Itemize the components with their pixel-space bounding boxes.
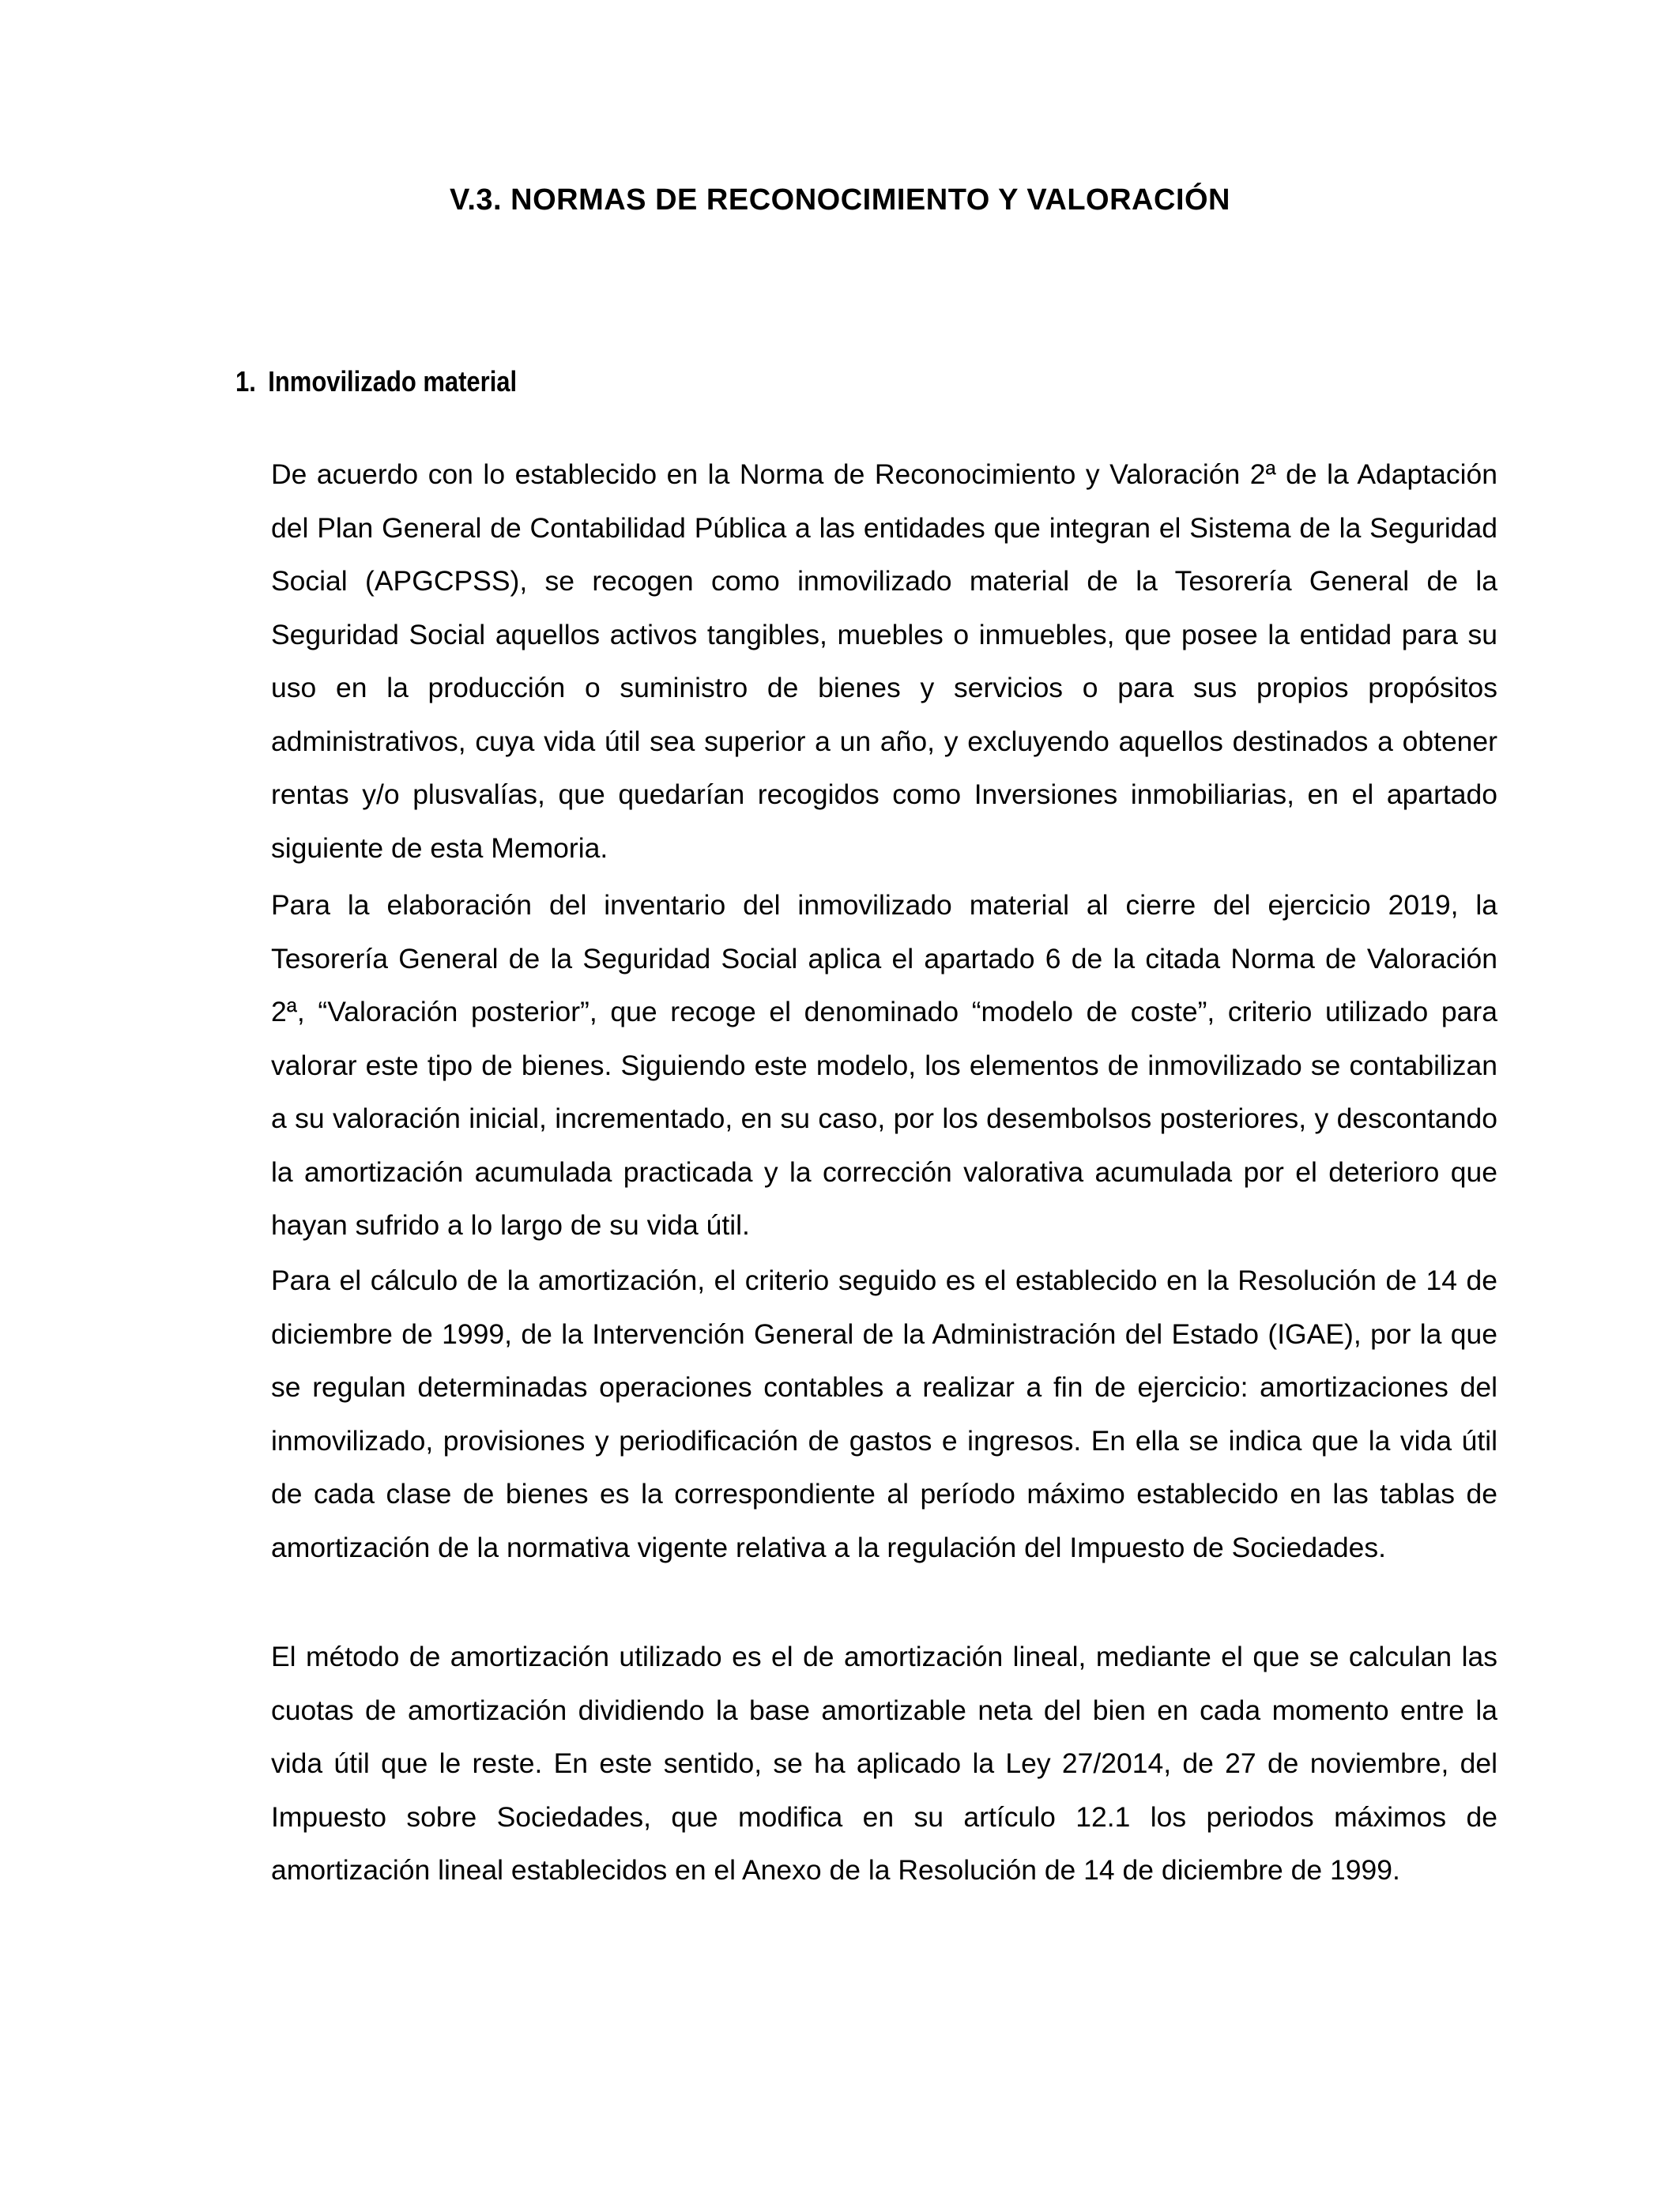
section-number: 1. — [235, 365, 256, 398]
paragraph-2: Para la elaboración del inventario del inmovilizado material al cierre del ejercicio 2019, la Tesorería General de la Seguridad Social aplica el apartado 6 de la citada Norma de Valoración 2ª, “Valoración posterior”, que recoge el denominado “modelo de coste”, criterio utilizado para valorar este tipo de bienes. Siguiendo este modelo, los elementos de inmovilizado se contabilizan a su valoración inicial, incrementado, en su caso, por los desembolsos posteriores, y descontando la amortización acumulada practicada y la corrección valorativa acumulada por el deterioro que hayan sufrido a lo largo de su vida útil. — [271, 889, 1497, 1241]
document-title: V.3. NORMAS DE RECONOCIMIENTO Y VALORACIÓN — [449, 183, 1231, 217]
section-heading — [235, 365, 517, 398]
paragraph-3: Para el cálculo de la amortización, el criterio seguido es el establecido en la Resolución de 14 de diciembre de 1999, de la Intervención General de la Administración del Estado (IGAE), por la que se regulan determinadas operaciones contables a realizar a fin de ejercicio: amortizaciones del inmovilizado, provisiones y periodificación de gastos e ingresos. En ella se indica que la vida útil de cada clase de bienes es la correspondiente al período máximo establecido en las tablas de amortización de la normativa vigente relativa a la regulación del Impuesto de Sociedades. — [271, 1265, 1497, 1563]
paragraph-4: El método de amortización utilizado es el de amortización lineal, mediante el que se calculan las cuotas de amortización dividiendo la base amortizable neta del bien en cada momento entre la vida útil que le reste. En este sentido, se ha aplicado la Ley 27/2014, de 27 de noviembre, del Impuesto sobre Sociedades, que modifica en su artículo 12.1 los periodos máximos de amortización lineal establecidos en el Anexo de la Resolución de 14 de diciembre de 1999. — [271, 1641, 1497, 1886]
paragraph-1: De acuerdo con lo establecido en la Norma de Reconocimiento y Valoración 2ª de la Adaptación del Plan General de Contabilidad Pública a las entidades que integran el Sistema de la Seguridad Social (APGCPSS), se recogen como inmovilizado material de la Tesorería General de la Seguridad Social aquellos activos tangibles, muebles o inmuebles, que posee la entidad para su uso en la producción o suministro de bienes y servicios o para sus propios propósitos administrativos, cuya vida útil sea superior a un año, y excluyendo aquellos destinados a obtener rentas y/o plusvalías, que quedarían recogidos como Inversiones inmobiliarias, en el apartado siguiente de esta Memoria. — [271, 458, 1497, 864]
section-title: Inmovilizado material — [268, 365, 518, 398]
